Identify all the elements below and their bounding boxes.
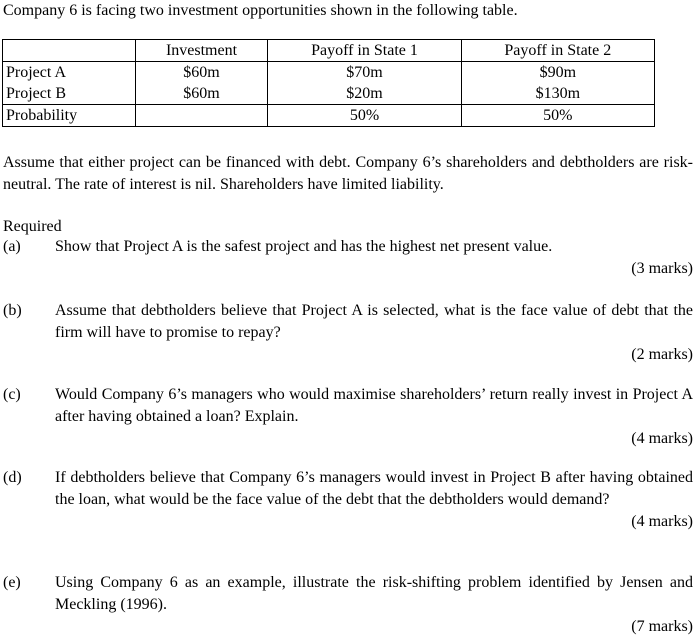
question-text: Show that Project A is the safest project and has the highest net present value.	[55, 238, 553, 255]
intro-text: Company 6 is facing two investment opportunities shown in the following table.	[3, 2, 518, 19]
table-cell	[3, 62, 136, 105]
question-text: If debtholders believe that Company 6’s managers would invest in Project B after having obtained the loan, what would be the face value of the debt that the debtholders would demand?	[55, 469, 693, 508]
question-number: (d)	[3, 469, 22, 486]
table-cell-value: Project B	[6, 85, 66, 102]
question-number: (a)	[3, 238, 21, 255]
table-header-cell	[3, 40, 136, 62]
question-text: Using Company 6 as an example, illustrate the risk-shifting problem identified by Jensen and Meckling (1996).	[55, 574, 693, 613]
table-cell-value: $60m	[183, 85, 220, 102]
question-marks: (3 marks)	[631, 260, 693, 277]
table-cell-value: $20m	[346, 85, 383, 102]
table-header-cell: Payoff in State 1	[268, 40, 461, 62]
question-d	[3, 467, 693, 533]
table-cell: Probability	[3, 105, 136, 127]
table-cell	[461, 62, 654, 105]
table-cell: 50%	[268, 105, 461, 127]
table-cell-value: Project A	[6, 64, 66, 81]
required-heading: Required	[3, 218, 62, 235]
question-marks: (2 marks)	[631, 346, 693, 363]
table-row	[3, 105, 655, 127]
question-text: Assume that debtholders believe that Project A is selected, what is the face value of debt that the firm will have to promise to repay?	[55, 302, 693, 341]
table-header-cell: Investment	[135, 40, 268, 62]
table-cell-value: $60m	[183, 64, 220, 81]
table-cell	[268, 62, 461, 105]
table-header-row	[3, 40, 655, 62]
table-row	[3, 62, 655, 105]
table-cell-value: $130m	[535, 85, 581, 102]
question-e	[3, 572, 693, 638]
question-marks: (4 marks)	[631, 430, 693, 447]
table-cell	[135, 62, 268, 105]
table-cell: 50%	[461, 105, 654, 127]
question-text: Would Company 6’s managers who would maximise shareholders’ return really invest in Project A after having obtained a loan? Explain.	[55, 386, 693, 425]
question-c	[3, 384, 693, 450]
investment-table	[2, 39, 655, 127]
table-cell-value: $90m	[539, 64, 577, 81]
question-marks: (7 marks)	[631, 618, 693, 635]
table-cell	[135, 105, 268, 127]
question-marks: (4 marks)	[631, 513, 693, 530]
question-a	[3, 236, 693, 280]
assumptions-paragraph: Assume that either project can be financed with debt. Company 6’s shareholders and debtholders are risk-neutral. The rate of interest is nil. Shareholders have limited liability.	[3, 154, 693, 193]
question-b	[3, 300, 693, 366]
table-cell-value: $70m	[346, 64, 383, 81]
table-header-cell: Payoff in State 2	[461, 40, 654, 62]
question-number: (b)	[3, 302, 22, 319]
question-number: (c)	[3, 386, 21, 403]
question-number: (e)	[3, 574, 21, 591]
